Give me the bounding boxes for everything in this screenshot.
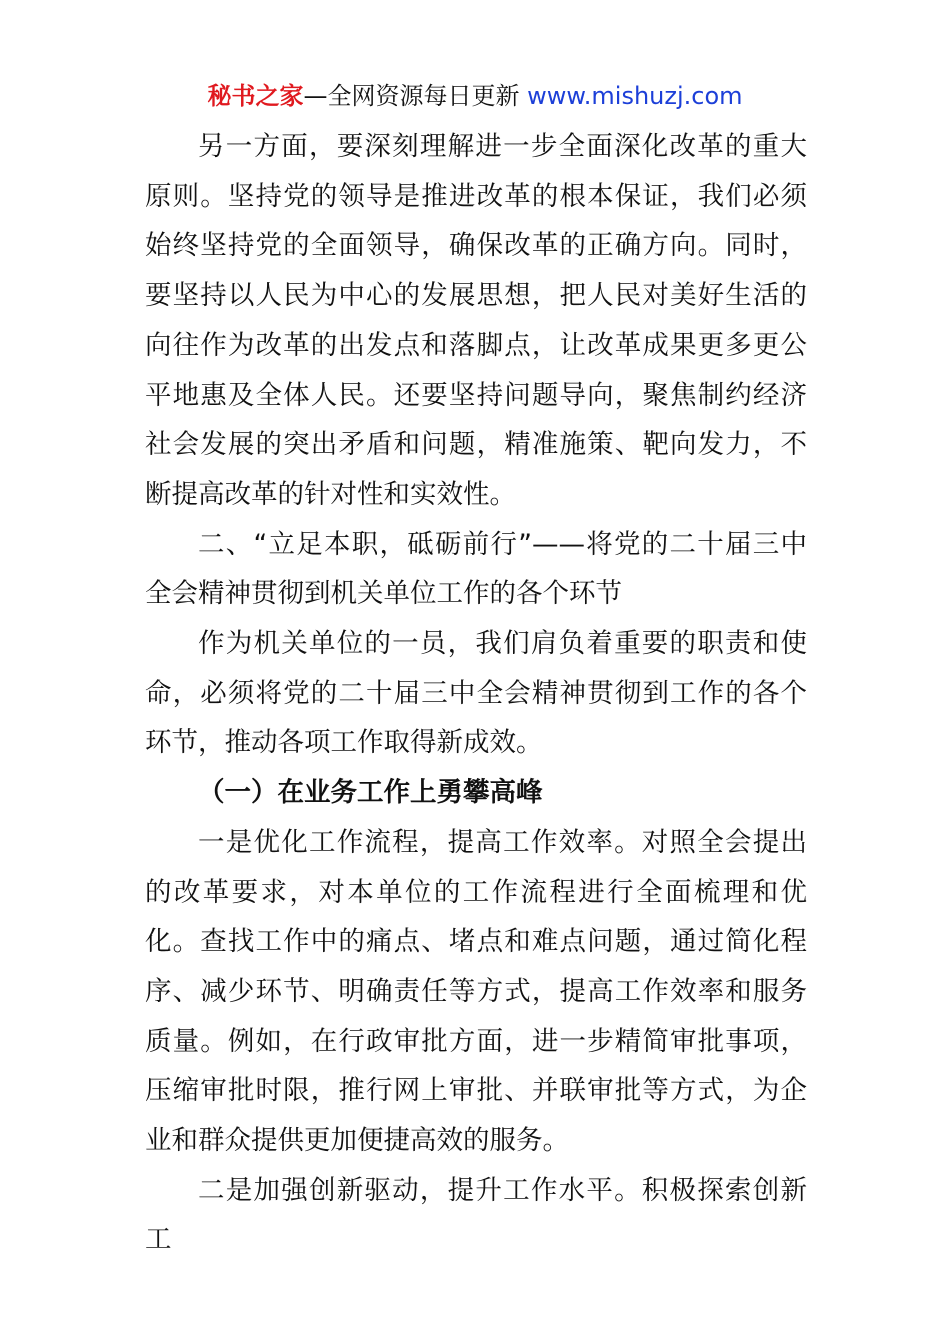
brand-name: 秘书之家	[207, 82, 304, 110]
paragraph-duty: 作为机关单位的一员，我们肩负着重要的职责和使命，必须将党的二十届三中全会精神贯彻到工作的各个环节，推动各项工作取得新成效。	[145, 628, 807, 759]
document-body	[145, 122, 807, 1265]
site-header	[0, 78, 950, 114]
section-heading-two: 二、“立足本职，砥砺前行”——将党的二十届三中全会精神贯彻到机关单位工作的各个环节	[145, 528, 807, 610]
subsection-heading-one: （一）在业务工作上勇攀高峰	[198, 777, 543, 809]
paragraph-optimize-workflow: 一是优化工作流程，提高工作效率。对照全会提出的改革要求，对本单位的工作流程进行全面梳理和优化。查找工作中的痛点、堵点和难点问题，通过简化程序、减少环节、明确责任等方式，提高工作效率和服务质量。例如，在行政审批方面，进一步精简审批事项，压缩审批时限，推行网上审批、并联审批等方式，为企业和群众提供更加便捷高效的服务。	[145, 826, 807, 1157]
paragraph-principles: 另一方面，要深刻理解进一步全面深化改革的重大原则。坚持党的领导是推进改革的根本保证，我们必须始终坚持党的全面领导，确保改革的正确方向。同时，要坚持以人民为中心的发展思想，把人民对美好生活的向往作为改革的出发点和落脚点，让改革成果更多更公平地惠及全体人民。还要坚持问题导向，聚焦制约经济社会发展的突出矛盾和问题，精准施策、靶向发力，不断提高改革的针对性和实效性。	[145, 131, 807, 510]
paragraph-innovation: 二是加强创新驱动，提升工作水平。积极探索创新工	[145, 1174, 807, 1256]
site-url-link[interactable]: www.mishuzj.com	[527, 82, 743, 110]
header-tagline: —全网资源每日更新	[303, 82, 528, 110]
